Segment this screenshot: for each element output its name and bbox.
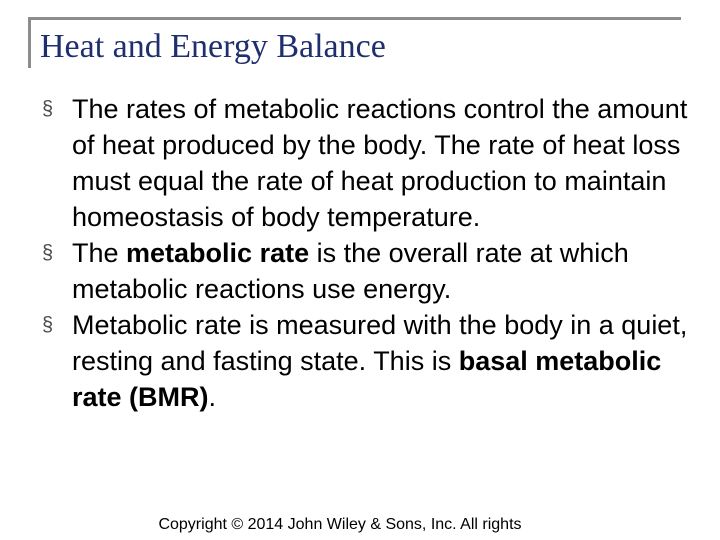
bullet-text-prefix: Metabolic rate is measured with the body in a quiet, resting and fasting state. This is <box>72 310 688 376</box>
copyright-footer: Copyright © 2014 John Wiley & Sons, Inc. All rights <box>158 516 522 533</box>
bullet-text-suffix: . <box>208 382 217 412</box>
bullet-list <box>42 91 692 415</box>
bullet-bold-term: basal metabolic rate (BMR) <box>72 346 662 412</box>
bullet-item <box>42 235 692 307</box>
bullet-marker-icon: § <box>42 314 54 336</box>
bullet-item <box>42 91 692 235</box>
bullet-text-suffix: is the overall rate at which metabolic reactions use energy. <box>72 238 629 304</box>
bullet-marker-icon: § <box>42 242 54 264</box>
bullet-bold-term: metabolic rate <box>126 238 310 268</box>
bullet-text-prefix: The <box>72 238 127 268</box>
bullet-marker-icon: § <box>42 98 54 120</box>
bullet-text: The rates of metabolic reactions control the amount of heat produced by the body. The rate of heat loss must equal the rate of heat production to maintain homeostasis of body temperature. <box>72 94 688 232</box>
slide-title: Heat and Energy Balance <box>40 28 386 65</box>
bullet-item <box>42 307 692 415</box>
